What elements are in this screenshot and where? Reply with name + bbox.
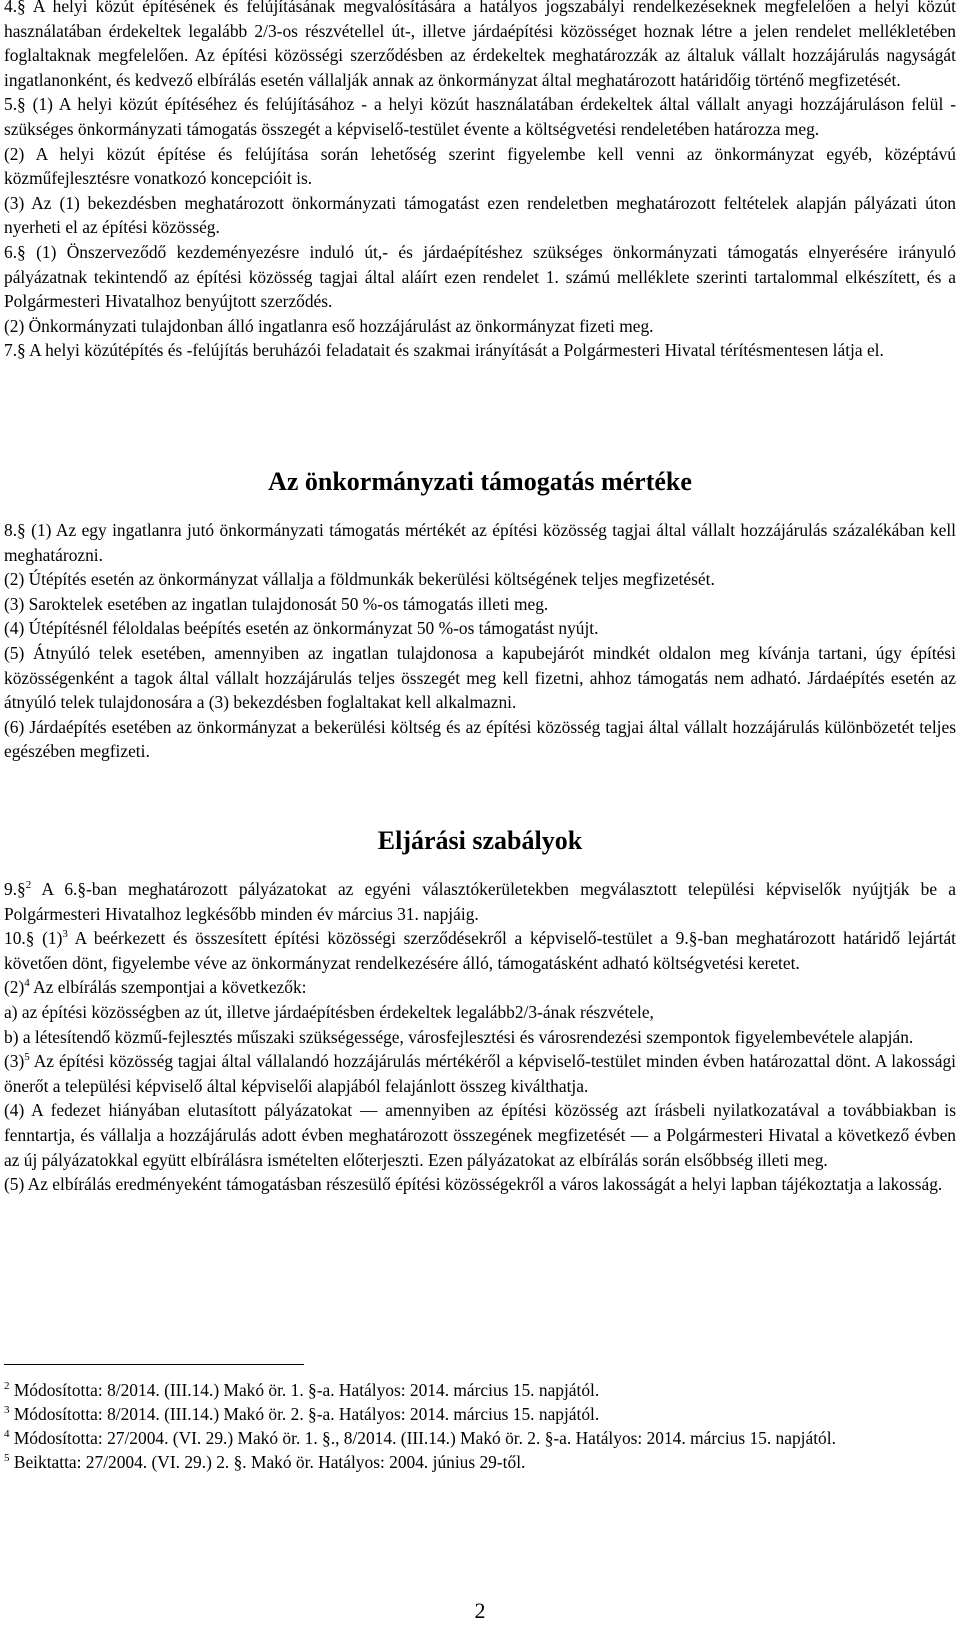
paragraph: 6.§ (1) Önszerveződő kezdeményezésre induló út,- és járdaépítéshez szükséges önkormányzati támogatás elnyerésére irányuló pályázatnak tekintendő az építési közösség tagjai által aláírt ezen rendelet 1. számú melléklete szerinti tartalommal elkészített, és a Polgármesteri Hivatalhoz benyújtott szerződés.: [4, 241, 956, 312]
paragraph-10-2: $(2)^4$ Az elbírálás szempontjai a következők:: [4, 977, 307, 998]
footnote-divider: [4, 1364, 304, 1365]
paragraph-10-4: (4) A fedezet hiányában elutasított pályázatokat — amennyiben az építési közösség azt írásbeli nyilatkozatával a továbbiakban is fenntartja, és vállalja a hozzájárulás adott évben meghatározott összegének megfizetését — a Polgármesteri Hivatal a következő évben az új pályázatokkal együtt elbírálásra ismételten előterjeszti. Ezen pályázatokat az elbírálás során elsőbbség illeti meg.: [4, 1100, 956, 1170]
footnote: $^4$ Módosította: 27/2004. (VI. 29.) Makó ör. 1. §., 8/2014. (III.14.) Makó ör. 2. §-a. Hatályos: 2014. március 15. napjától.: [4, 1428, 836, 1448]
footnotes: [4, 1378, 956, 1474]
footnote: $^2$ Módosította: 8/2014. (III.14.) Makó ör. 1. §-a. Hatályos: 2014. március 15. napjától.: [4, 1380, 600, 1400]
paragraphs-4-7: [4, 0, 956, 363]
paragraph: (3) Az (1) bekezdésben meghatározott önkormányzati támogatást ezen rendeletben meghatározott feltételek alapján pályázati úton nyerheti el az építési közösség.: [4, 192, 956, 238]
paragraph: (6) Járdaépítés esetében az önkormányzat a bekerülési költség és az építési közösség tagjai által vállalt hozzájárulás különbözetét teljes egészében megfizeti.: [4, 716, 956, 762]
section-heading-support-rate: Az önkormányzati támogatás mértéke: [268, 467, 692, 496]
paragraph: 7.§ A helyi közútépítés és -felújítás beruházói feladatait és szakmai irányítását a Polgármesteri Hivatal térítésmentesen látja el.: [4, 340, 884, 361]
footnote-ref[interactable]: 2: [25, 879, 32, 892]
paragraph: (4) Útépítésnél féloldalas beépítés esetén az önkormányzat 50 %-os támogatást nyújt.: [4, 618, 599, 639]
footnote: $^5$ Beiktatta: 27/2004. (VI. 29.) 2. §. Makó ör. Hatályos: 2004. június 29-től.: [4, 1452, 526, 1472]
paragraph: (2) A helyi közút építése és felújítása során lehetőség szerint figyelembe kell venni az önkormányzat egyéb, középtávú közműfejlesztésre vonatkozó koncepcióit is.: [4, 143, 956, 189]
paragraph-10-5: (5) Az elbírálás eredményeként támogatásban részesülő építési közösségekről a város lakosságát a helyi lapban tájékoztatja a lakosság.: [4, 1174, 943, 1195]
paragraph: 8.§ (1) Az egy ingatlanra jutó önkormányzati támogatás mértékét az építési közösség tagjai által vállalt hozzájárulás százalékában kell meghatározni.: [4, 520, 956, 565]
footnote-ref[interactable]: 5: [24, 1051, 30, 1064]
paragraph-9: 9.§$^2$ A 6.§-ban meghatározott pályázatokat az egyéni választókerületekben megválasztott települési képviselők nyújtják be a Polgármesteri Hivatalhoz legkésőbb minden év március 31. napjáig.: [4, 879, 956, 924]
paragraph: (2) Önkormányzati tulajdonban álló ingatlanra eső hozzájárulást az önkormányzat fizeti meg.: [4, 315, 654, 336]
paragraph: 4.§ A helyi közút építésének és felújításának megvalósítására a hatályos jogszabályi rendelkezéseknek megfelelően a helyi közút használatában érdekeltek legalább 2/3-os részvétellel út-, illetve járdaépítési közösséget hoznak létre a jelen rendelet mellékletében foglaltaknak megfelelően. Az építési közösségi szerződésben az érdekeltek meghatározzák az általuk vállalt hozzájárulás nagyságát ingatlanonként, és kedvező elbírálás esetén vállalják annak az önkormányzat által meghatározott határidőig történő megfizetését.: [4, 0, 956, 90]
footnote-ref[interactable]: 3: [62, 928, 68, 941]
paragraph: (3) Saroktelek esetében az ingatlan tulajdonosát 50 %-os támogatás illeti meg.: [4, 593, 549, 614]
section-heading-procedure: Eljárási szabályok: [377, 826, 583, 855]
paragraphs-9-10: [4, 877, 956, 1197]
paragraph: (2) Útépítés esetén az önkormányzat vállalja a földmunkák bekerülési költségének teljes megfizetését.: [4, 569, 715, 590]
footnote-ref[interactable]: 4: [24, 977, 30, 990]
paragraph-10-3: $(3)^5$ Az építési közösség tagjai által vállalandó hozzájárulás mértékéről a képviselő-testület minden évben határozattal dönt. A lakossági önerőt a települési képviselő által képviselői alapjából felajánlott összeg kiválthatja.: [4, 1051, 956, 1096]
list-item: b) a létesítendő közmű-fejlesztés műszaki szükségessége, városfejlesztési és városrendezési szempontok figyelembevétele alapján.: [4, 1026, 914, 1047]
page-number: 2: [474, 1598, 486, 1623]
paragraph-8: [4, 518, 956, 764]
paragraph-10-1: 10.§ $(1)^3$ A beérkezett és összesített építési közösségi szerződésekről a képviselő-testület a 9.§-ban meghatározott határidő lejártát követően dönt, figyelembe véve az önkormányzat rendelkezésére álló, támogatásként adható költségvetési keretet.: [4, 928, 957, 973]
list-item: a) az építési közösségben az út, illetve járdaépítésben érdekeltek legalább2/3-ának részvétele,: [4, 1001, 654, 1022]
footnote: $^3$ Módosította: 8/2014. (III.14.) Makó ör. 2. §-a. Hatályos: 2014. március 15. napjától.: [4, 1404, 600, 1424]
paragraph: (5) Átnyúló telek esetében, amennyiben az ingatlan tulajdonosa a kapubejárót mindkét oldalon meg kívánja tartani, úgy építési közösségenként a tagok által vállalt hozzájárulás teljes összegét meg kell fizetni, ahhoz támogatás nem adható. Járdaépítés esetén az átnyúló telek tulajdonosára a (3) bekezdésben foglaltakat kell alkalmazni.: [4, 642, 956, 713]
paragraph: 5.§ (1) A helyi közút építéséhez és felújításához - a helyi közút használatában érdekeltek által vállalt anyagi hozzájáruláson felül - szükséges önkormányzati támogatás összegét a képviselő-testület évente a költségvetési rendeletében határozza meg.: [4, 94, 956, 139]
